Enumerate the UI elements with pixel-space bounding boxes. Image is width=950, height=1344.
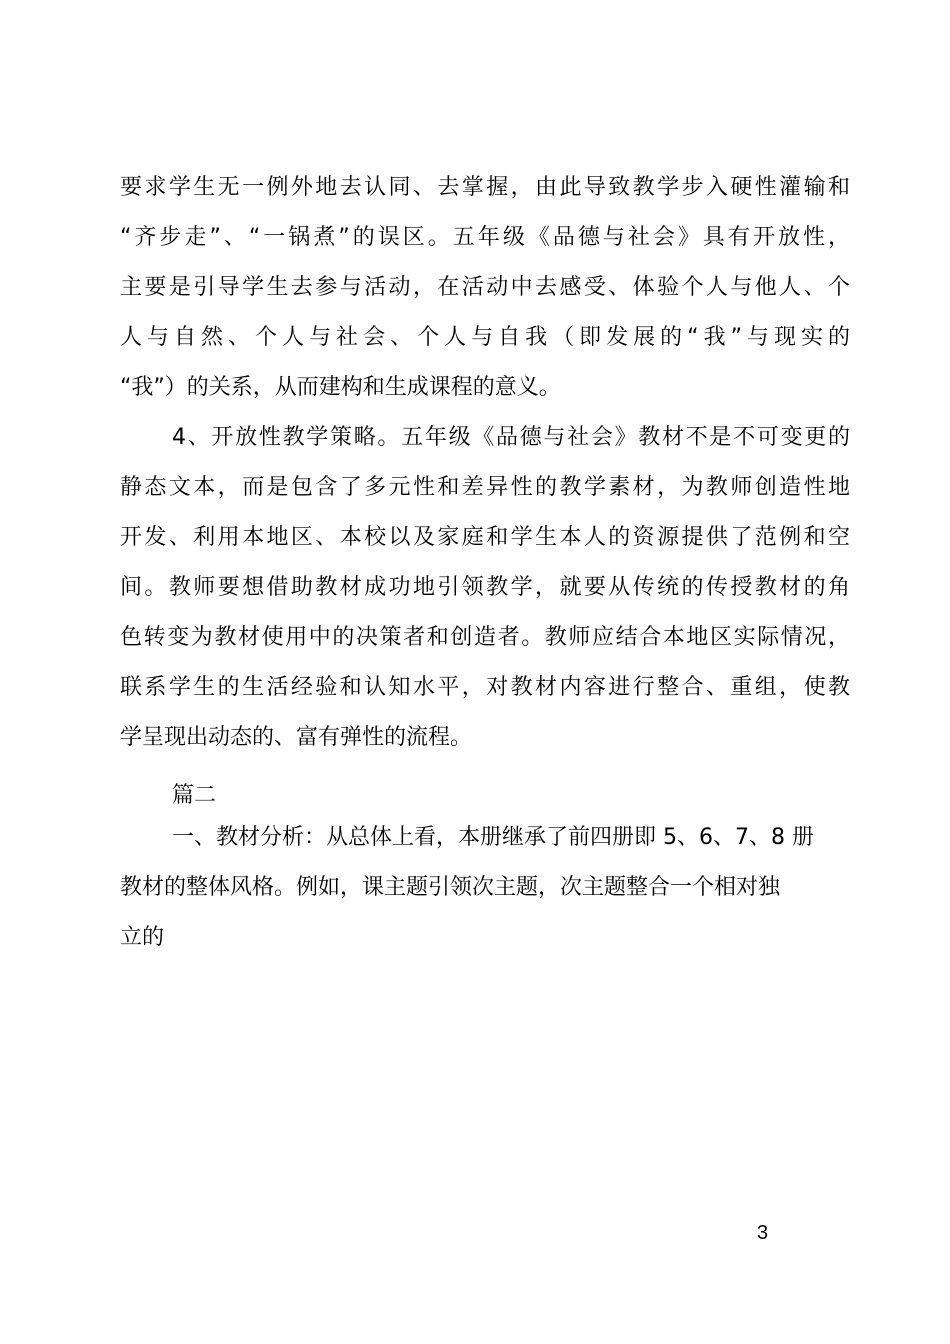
document-body bbox=[120, 163, 850, 963]
text-line: 立的 bbox=[120, 925, 165, 950]
text-line: 静态文本，而是包含了多元性和差异性的教学素材，为教师创造性地 bbox=[120, 475, 850, 500]
text-line: 主要是引导学生去参与活动，在活动中去感受、体验个人与他人、个 bbox=[120, 275, 850, 300]
text-line: 学呈现出动态的、富有弹性的流程。 bbox=[120, 725, 473, 750]
text-line: 开发、利用本地区、本校以及家庭和学生本人的资源提供了范例和空 bbox=[120, 525, 850, 550]
text-line: 人与自然、个人与社会、个人与自我（即发展的“我”与现实的 bbox=[120, 325, 850, 350]
text-line: 要求学生无一例外地去认同、去掌握，由此导致教学步入硬性灌输和 bbox=[120, 175, 850, 200]
section-heading: 篇二 bbox=[172, 783, 217, 808]
paragraph-start-line: 一、教材分析：从总体上看，本册继承了前四册即 5、6、7、8 册 bbox=[172, 825, 814, 850]
page-number: 3 bbox=[757, 1222, 769, 1244]
text-line: 色转变为教材使用中的决策者和创造者。教师应结合本地区实际情况， bbox=[120, 625, 850, 650]
text-line: “齐步走”、“一锅煮”的误区。五年级《品德与社会》具有开放性， bbox=[120, 225, 850, 250]
text-line: 间。教师要想借助教材成功地引领教学，就要从传统的传授教材的角 bbox=[120, 575, 850, 600]
paragraph-start-line: 4、开放性教学策略。五年级《品德与社会》教材不是不可变更的 bbox=[172, 425, 850, 450]
text-line: “我”）的关系，从而建构和生成课程的意义。 bbox=[120, 375, 561, 400]
text-line: 教材的整体风格。例如，课主题引领次主题，次主题整合一个相对独 bbox=[120, 875, 781, 900]
text-line: 联系学生的生活经验和认知水平，对教材内容进行整合、重组，使教 bbox=[120, 675, 850, 700]
